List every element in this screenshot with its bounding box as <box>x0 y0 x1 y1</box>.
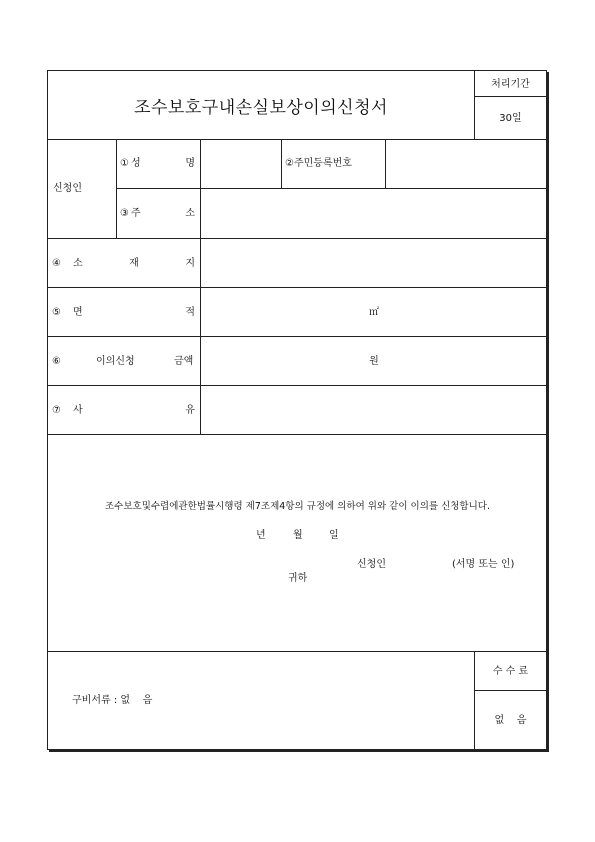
date-year: 년 <box>256 530 266 541</box>
area-label-part: 면 <box>73 307 83 318</box>
fee-value: 없 음 <box>494 715 527 726</box>
name-label <box>131 158 195 170</box>
divider <box>48 434 547 435</box>
claim-label: 이의신청 <box>96 356 135 367</box>
claim-number: ⑥ <box>52 356 61 367</box>
address-label-part: 소 <box>185 208 195 219</box>
area-label-part: 적 <box>185 307 195 318</box>
area-unit: ㎡ <box>369 307 379 318</box>
location-label-part: 재 <box>129 258 139 269</box>
name-number: ① <box>120 158 129 169</box>
divider <box>48 651 547 652</box>
reason-number: ⑦ <box>52 405 61 416</box>
resident-number-field[interactable] <box>386 140 546 187</box>
date-day: 일 <box>329 530 339 541</box>
location-label <box>73 258 195 270</box>
reason-field[interactable] <box>201 386 546 433</box>
location-field[interactable] <box>201 239 546 286</box>
name-field[interactable] <box>201 140 280 187</box>
divider <box>281 139 282 188</box>
divider <box>116 139 117 238</box>
applicant-label: 신청인 <box>53 183 82 194</box>
reason-label-part: 사 <box>73 405 83 416</box>
location-label-part: 지 <box>185 258 195 269</box>
address-number: ③ <box>120 208 129 219</box>
processing-period-value: 30일 <box>499 113 522 124</box>
reason-label <box>73 405 195 417</box>
name-label-part: 성 <box>131 158 141 169</box>
address-label-part: 주 <box>131 208 141 219</box>
fee-label: 수 수 료 <box>492 666 529 677</box>
location-label-part: 소 <box>73 258 83 269</box>
address-label <box>131 208 195 220</box>
required-documents: 구비서류 : 없 음 <box>72 695 153 706</box>
divider <box>474 690 547 691</box>
reason-label-part: 유 <box>185 405 195 416</box>
objection-form <box>47 70 547 750</box>
claim-label-amount: 금액 <box>174 356 194 367</box>
address-field[interactable] <box>201 189 546 237</box>
area-number: ⑤ <box>52 307 61 318</box>
area-label <box>73 307 195 319</box>
divider <box>474 96 547 97</box>
processing-period-label: 처리기간 <box>491 79 530 90</box>
location-number: ④ <box>52 258 61 269</box>
resident-number-label: ②주민등록번호 <box>285 158 352 169</box>
declaration-text: 조수보호및수렵에관한법률시행령 제7조제4항의 규정에 의하여 위와 같이 이의를 신청합니다. <box>105 501 490 512</box>
signature-note: (서명 또는 인) <box>452 559 515 570</box>
form-title: 조수보호구내손실보상이의신청서 <box>134 98 388 118</box>
name-label-part: 명 <box>185 158 195 169</box>
addressee-suffix: 귀하 <box>288 573 308 584</box>
signer-label: 신청인 <box>357 559 386 570</box>
date-month: 월 <box>293 530 303 541</box>
claim-unit: 원 <box>369 356 379 367</box>
